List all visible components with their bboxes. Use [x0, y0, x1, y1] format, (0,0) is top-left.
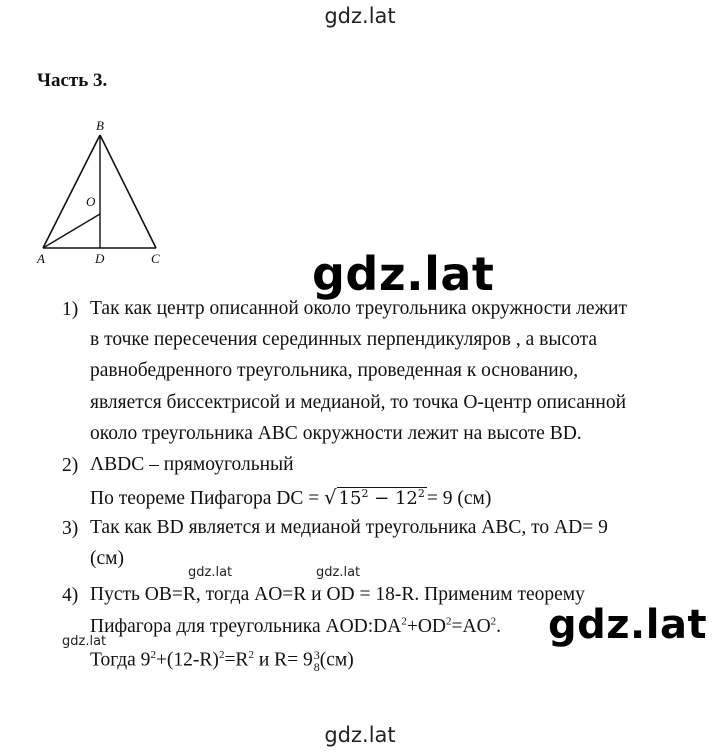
section-heading: Часть 3. [37, 70, 108, 91]
formula-prefix: По теореме Пифагора DC = [90, 488, 325, 509]
label-c: C [151, 251, 160, 266]
formula-suffix: = 9 (см) [426, 488, 492, 509]
item-3-line: (см) [90, 548, 124, 569]
watermark-small: gdz.lat [316, 565, 361, 580]
item-number: 1) [62, 299, 79, 320]
watermark-right: gdz.lat [548, 602, 708, 648]
sqrt-radicand: $15^2 - 12^2$ [338, 487, 425, 509]
item-number: 3) [62, 518, 79, 539]
item-1-line: около треугольника АВС окружности лежит на высоте ВD. [90, 423, 582, 444]
item-number: 2) [62, 455, 79, 476]
label-b: B [96, 118, 104, 133]
label-a: A [37, 251, 45, 266]
watermark-bottom: gdz.lat [324, 723, 396, 747]
watermark-center: gdz.lat [312, 247, 495, 301]
item-4-line: Пусть OB=R, тогда AO=R и OD = 18-R. Применим теорему [90, 584, 585, 605]
triangle-figure [30, 118, 170, 270]
item-4-line-pythagoras: Пифагора для треугольника $AOD:DA^2+OD^2=AO^2$. [90, 615, 502, 637]
sqrt-symbol: √ [324, 486, 337, 509]
side-bc [100, 135, 156, 248]
item-1-line: Так как центр описанной около треугольника окружности лежит [90, 298, 628, 319]
item-1-line: равнобедренного треугольника, проведенная к основанию, [90, 360, 579, 381]
watermark-small: gdz.lat [188, 565, 233, 580]
item-2-line: ΛBDC – прямоугольный [90, 454, 294, 475]
watermark-top: gdz.lat [324, 4, 396, 28]
item-number: 4) [62, 585, 79, 606]
item-2-formula [90, 486, 491, 510]
watermark-small: gdz.lat [62, 634, 107, 649]
label-d: D [95, 251, 105, 266]
item-3-line: Так как BD является и медианой треугольника АВС, то AD= 9 [90, 517, 608, 538]
label-o: O [86, 194, 96, 209]
item-1-line: является биссектрисой и медианой, то точка О-центр описанной [90, 392, 627, 413]
fraction: 3 8 [313, 648, 320, 674]
item-1-line: в точке пересечения серединных перпендикуляров , а высота [90, 329, 598, 350]
item-4-line-equation: Тогда $9^2+(12-R)^2=R^2$ и R= 9 3 8 (см) [90, 648, 354, 674]
